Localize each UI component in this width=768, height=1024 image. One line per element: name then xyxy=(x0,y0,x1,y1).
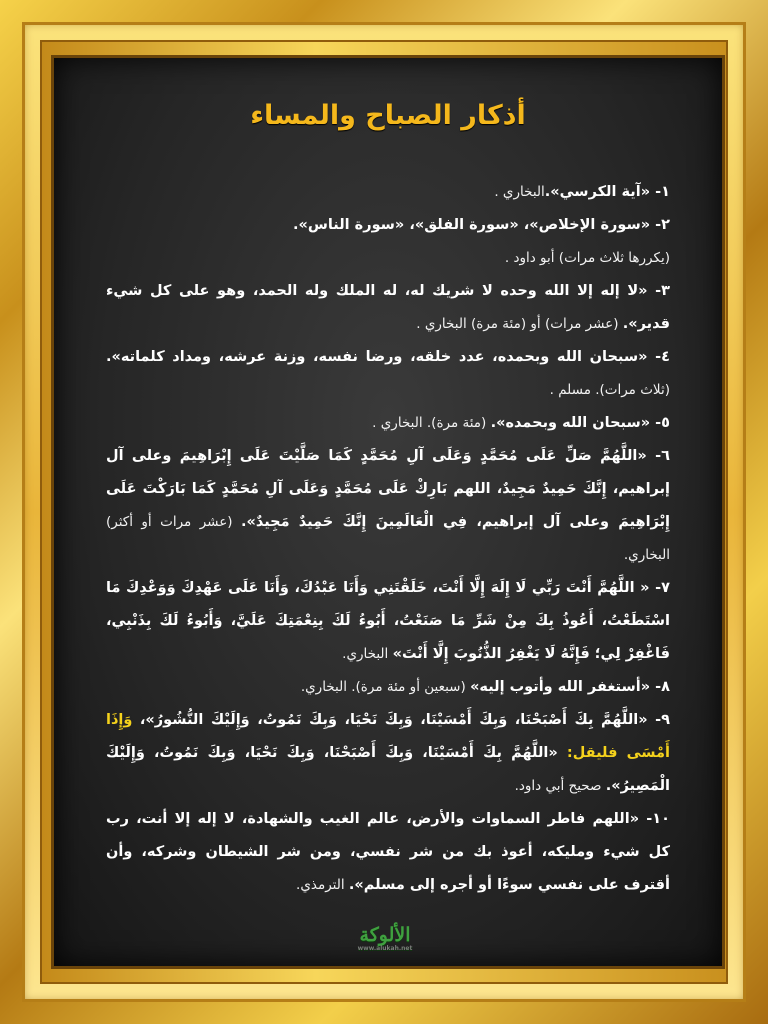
list-item: (يكررها ثلاث مرات) أبو داود . xyxy=(504,250,670,266)
list-item: ٣- «لا إله إلا الله وحده لا شريك له، له الملك وله الحمد، وهو على كل شيء قدير». (عشر مرات) أو (مئة مرة) البخاري . xyxy=(106,283,670,332)
list-item: ٧- « اللَّهُمَّ أَنْتَ رَبِّي لَا إِلَهَ إِلَّا أَنْتَ، خَلَقْتَنِي وَأَنَا عَبْدُكَ، وَأَنَا عَلَى عَهْدِكَ وَوَعْدِكَ مَا اسْتَطَعْتُ، أَعُوذُ بِكَ مِنْ شَرِّ مَا صَنَعْتُ، أَبُوءُ لَكَ بِنِعْمَتِكَ عَلَيَّ، وَأَبُوءُ لَكَ بِذَنْبِي، فَاغْفِرْ لِي؛ فَإِنَّهُ لَا يَغْفِرُ الذُّنُوبَ إِلَّا أَنْتَ» البخاري. xyxy=(106,580,670,662)
list-item: ٤- «سبحان الله وبحمده، عدد خلقه، ورضا نفسه، وزنة عرشه، ومداد كلماته». (ثلاث مرات). مسلم . xyxy=(106,349,670,398)
logo-text: الألوكة xyxy=(359,924,411,946)
adhkar-list xyxy=(106,176,670,902)
list-item: ٥- «سبحان الله وبحمده». (مئة مرة). البخاري . xyxy=(372,415,670,431)
list-item: ١- «آية الكرسي».البخاري . xyxy=(494,184,670,200)
chalkboard xyxy=(54,58,722,966)
list-item: ٩- «اللَّهُمَّ بِكَ أَصْبَحْنَا، وَبِكَ أَمْسَيْنَا، وَبِكَ نَحْيَا، وَبِكَ نَمُوتُ، وَإِلَيْكَ النُّشُورُ»، وَإِذَا أَمْسَى فليقل: «اللَّهُمَّ بِكَ أَمْسَيْنَا، وَبِكَ أَصْبَحْنَا، وَبِكَ نَحْيَا، وَبِكَ نَمُوتُ، وَإِلَيْكَ الْمَصِيرُ». صحيح أبي داود. xyxy=(106,712,670,794)
alukah-logo xyxy=(350,924,420,954)
evening-instruction: وَإِذَا أَمْسَى فليقل: xyxy=(106,712,670,761)
list-item: ٢- «سورة الإخلاص»، «سورة الفلق»، «سورة الناس». xyxy=(292,217,670,233)
list-item: ٦- «اللَّهُمَّ صَلِّ عَلَى مُحَمَّدٍ وَعَلَى آلِ مُحَمَّدٍ كَمَا صَلَّيْتَ عَلَى إِبْرَاهِيمَ وعلى آل إبراهيم، إِنَّكَ حَمِيدٌ مَجِيدٌ، اللهم بَارِكْ عَلَى مُحَمَّدٍ وَعَلَى آلِ مُحَمَّدٍ كَمَا بَارَكْتَ عَلَى إِبْرَاهِيمَ وعلى آل إبراهيم، فِي الْعَالَمِينَ إِنَّكَ حَمِيدٌ مَجِيدٌ». (عشر مرات أو أكثر) البخاري. xyxy=(106,448,670,563)
page-title: أذكار الصباح والمساء xyxy=(250,100,526,131)
logo-url: www.alukah.net xyxy=(357,945,413,952)
list-item: ٨- «أستغفر الله وأتوب إليه» (سبعين أو مئة مرة). البخاري. xyxy=(300,679,670,695)
list-item: ١٠- «اللهم فاطر السماوات والأرض، عالم الغيب والشهادة، لا إله إلا أنت، رب كل شيء ومليكه، أعوذ بك من شر نفسي، ومن شر الشيطان وشركه، وأن أقترف على نفسي سوءًا أو أجره إلى مسلم». الترمذي. xyxy=(106,811,670,893)
